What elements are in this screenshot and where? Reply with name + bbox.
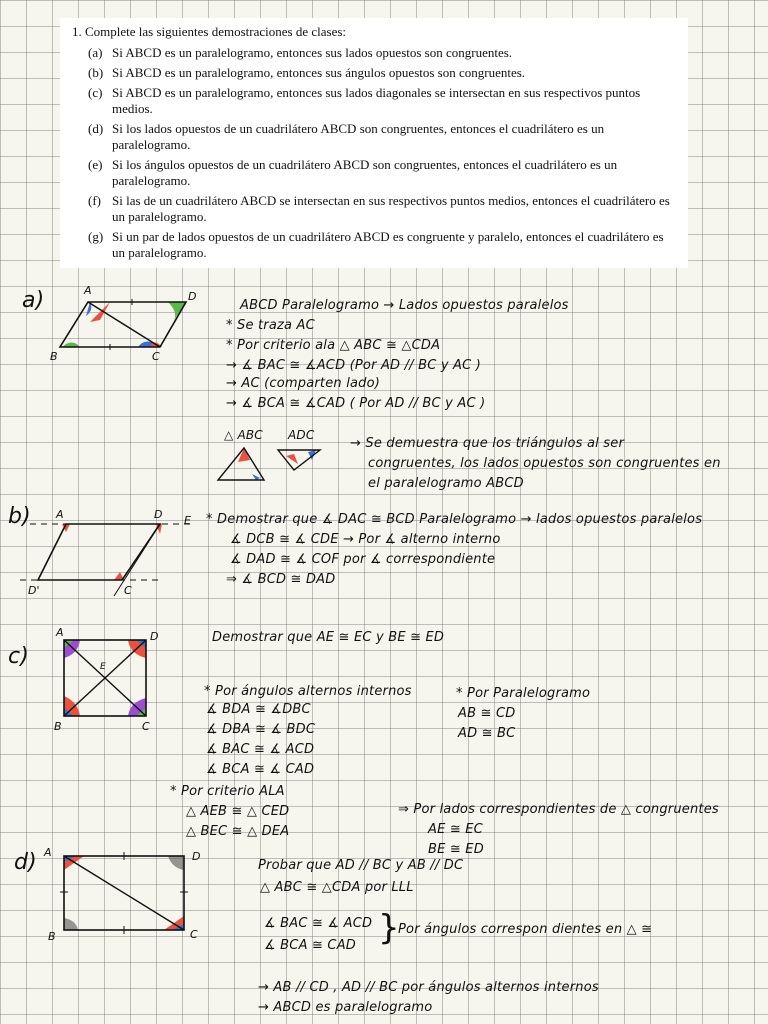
vertex-a: A (44, 846, 52, 859)
note-a-line-5: → AC (comparten lado) (226, 376, 381, 391)
problem-item (88, 45, 676, 61)
note-a-line-3: * Por criterio ala △ ABC ≅ △CDA (226, 338, 441, 353)
problem-item (88, 157, 676, 189)
note-d-line-3: ∡ BAC ≅ ∡ ACD (264, 916, 373, 931)
vertex-b: B (50, 350, 58, 363)
note-a-line-1: ABCD Paralelogramo → Lados opuestos paralelos (240, 298, 569, 313)
item-text: Si ABCD es un paralelogramo, entonces sus lados opuestos son congruentes. (112, 45, 513, 60)
note-d-line-4: ∡ BCA ≅ CAD (264, 938, 357, 953)
vertex-c: C (190, 928, 198, 941)
note-b-line-2: ∡ DCB ≅ ∡ CDE → Por ∡ alterno interno (230, 532, 501, 547)
note-a-conclusion-1: → Se demuestra que los triángulos al ser (350, 436, 625, 451)
note-c-title: Demostrar que AE ≅ EC y BE ≅ ED (212, 630, 445, 645)
rectangle-d-figure (50, 848, 200, 938)
vertex-b: B (48, 930, 56, 943)
note-c-concl-3: BE ≅ ED (428, 842, 484, 857)
vertex-a: A (56, 626, 64, 639)
note-c-right-3: AD ≅ BC (458, 726, 516, 741)
vertex-e: E (100, 662, 106, 672)
note-c-left-1: * Por ángulos alternos internos (204, 684, 412, 699)
section-c-marker: c) (8, 644, 30, 669)
problem-item (88, 85, 676, 117)
note-c-ala-3: △ BEC ≅ △ DEA (186, 824, 290, 839)
problem-item (88, 229, 676, 261)
note-c-right-2: AB ≅ CD (458, 706, 516, 721)
note-b-line-1: * Demostrar que ∡ DAC ≅ BCD Paralelogramo → lados opuestos paralelos (206, 512, 703, 527)
vertex-d-prime: D' (28, 584, 40, 597)
item-label: (f) (88, 193, 101, 208)
vertex-c: C (142, 720, 150, 733)
triangle-abc (218, 448, 264, 480)
item-text: Si ABCD es un paralelogramo, entonces sus ángulos opuestos son congruentes. (112, 65, 526, 80)
section-a-marker: a) (22, 288, 45, 313)
square-c-figure (50, 630, 160, 730)
item-text: Si los lados opuestos de un cuadrilátero ABCD son congruentes, entonces el cuadrilátero es un paralelogramo. (112, 121, 605, 152)
vertex-d: D (154, 508, 163, 521)
item-label: (e) (88, 157, 103, 172)
item-label: (b) (88, 65, 104, 80)
problem-intro: 1. Complete las siguientes demostraciones de clases: (72, 24, 347, 39)
vertex-a: A (56, 508, 64, 521)
vertex-b: B (54, 720, 62, 733)
note-c-right-1: * Por Paralelogramo (456, 686, 591, 701)
item-label: (g) (88, 229, 104, 244)
note-a-line-2: * Se traza AC (226, 318, 315, 333)
section-d-marker: d) (14, 850, 37, 875)
note-b-line-3: ∡ DAD ≅ ∡ COF por ∡ correspondiente (230, 552, 496, 567)
vertex-d: D (188, 290, 197, 303)
parallelogram-a-figure (50, 280, 210, 370)
note-d-brace: Por ángulos correspon dientes en △ ≅ (398, 922, 653, 937)
printed-problem-box (60, 18, 688, 268)
problem-item (88, 65, 676, 81)
note-c-concl-1: ⇒ Por lados correspondientes de △ congruentes (398, 802, 719, 817)
item-label: (a) (88, 45, 103, 60)
note-d-line-2: △ ABC ≅ △CDA por LLL (260, 880, 414, 895)
note-c-concl-2: AE ≅ EC (428, 822, 483, 837)
note-c-ala-1: * Por criterio ALA (170, 784, 285, 799)
vertex-d: D (192, 850, 201, 863)
split-triangles-figure (208, 440, 338, 490)
note-a-line-4: → ∡ BAC ≅ ∡ACD (Por AD // BC y AC ) (226, 358, 482, 373)
note-a-conclusion-3: el paralelogramo ABCD (368, 476, 524, 491)
item-text: Si las de un cuadrilátero ABCD se intersectan en sus respectivos puntos medios, entonces el cuadrilátero es un paralelogramo. (112, 193, 670, 224)
item-text: Si ABCD es un paralelogramo, entonces sus lados diagonales se intersectan en sus respectivos puntos medios. (112, 85, 641, 116)
item-label: (d) (88, 121, 104, 136)
item-text: Si los ángulos opuestos de un cuadrilátero ABCD son congruentes, entonces el cuadrilátero es un paralelogramo. (112, 157, 618, 188)
vertex-a: A (84, 284, 92, 297)
note-c-left-4: ∡ BAC ≅ ∡ ACD (206, 742, 315, 757)
curly-brace: } (378, 908, 400, 948)
note-d-final-2: → ABCD es paralelogramo (258, 1000, 433, 1015)
vertex-d: D (150, 630, 159, 643)
diagonal-ac (64, 856, 184, 930)
angle-mark (252, 474, 260, 480)
note-d-line-1: Probar que AD // BC y AB // DC (258, 858, 464, 873)
diagonal-ac (88, 302, 160, 347)
item-label: (c) (88, 85, 103, 100)
item-text: Si un par de lados opuestos de un cuadrilátero ABCD es congruente y paralelo, entonces el cuadrilátero es un paralelogramo. (112, 229, 664, 260)
note-c-left-3: ∡ DBA ≅ ∡ BDC (206, 722, 316, 737)
angle-mark (64, 918, 78, 930)
note-c-left-5: ∡ BCA ≅ ∡ CAD (206, 762, 315, 777)
note-c-left-2: ∡ BDA ≅ ∡DBC (206, 702, 311, 717)
angle-mark (168, 856, 184, 870)
section-b-marker: b) (8, 504, 31, 529)
problem-item (88, 121, 676, 153)
vertex-c: C (124, 584, 132, 597)
note-b-line-4: ⇒ ∡ BCD ≅ DAD (226, 572, 336, 587)
note-d-final-1: → AB // CD , AD // BC por ángulos alternos internos (258, 980, 599, 995)
vertex-c: C (152, 350, 160, 363)
triangle-label-adc: ADC (288, 428, 315, 442)
triangle-label-abc: △ ABC (224, 428, 263, 442)
note-c-ala-2: △ AEB ≅ △ CED (186, 804, 290, 819)
note-a-conclusion-2: congruentes, los lados opuestos son congruentes en (368, 456, 721, 471)
transversal (114, 524, 160, 596)
vertex-e: E (184, 514, 191, 527)
problem-item (88, 193, 676, 225)
note-a-line-6: → ∡ BCA ≅ ∡CAD ( Por AD // BC y AC ) (226, 396, 486, 411)
